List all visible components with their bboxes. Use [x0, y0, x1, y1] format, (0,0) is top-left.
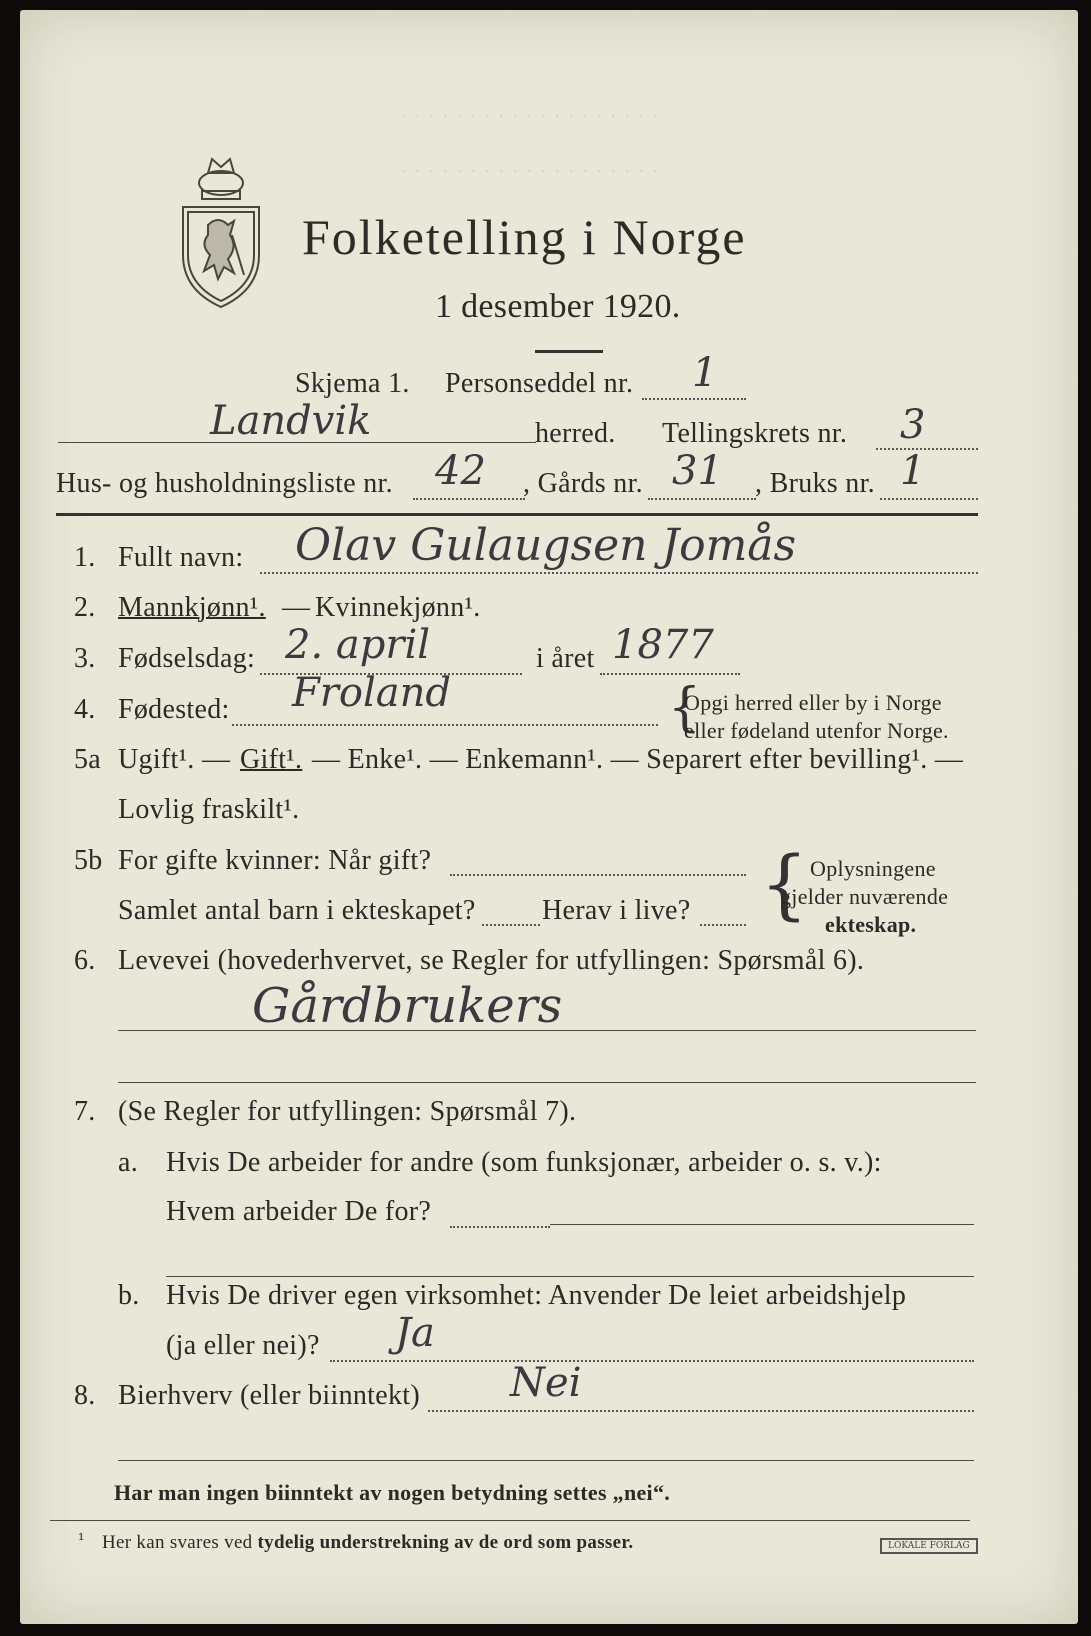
- q4-number: 4.: [74, 694, 96, 725]
- q6-number: 6.: [74, 945, 96, 976]
- side-income-value[interactable]: Nei: [510, 1360, 582, 1406]
- q5b-note-line3: ekteskap.: [825, 912, 917, 937]
- hired-help-value[interactable]: Ja: [395, 1310, 435, 1356]
- personseddel-line: [642, 398, 746, 400]
- footnote-text-plain: Her kan svares ved: [102, 1532, 253, 1553]
- status-fraskilt-option[interactable]: Lovlig fraskilt¹.: [118, 794, 300, 825]
- birthday-value[interactable]: 2. april: [285, 622, 431, 668]
- q7b-yes-no-label: (ja eller nei)?: [166, 1330, 320, 1361]
- married-when-line: [450, 874, 746, 876]
- q4-brace: {: [668, 678, 702, 738]
- status-other-options[interactable]: — Enke¹. — Enkemann¹. — Separert efter bevilling¹. —: [312, 744, 964, 775]
- gards-value[interactable]: 31: [672, 448, 723, 494]
- q4-note-line1: Opgi herred eller by i Norge: [684, 690, 942, 715]
- title-divider: [535, 350, 603, 353]
- husholdningsliste-line: [413, 498, 525, 500]
- q5b-note-line2: gjelder nuværende: [780, 884, 949, 909]
- q4-label: Fødested:: [118, 694, 230, 725]
- q6-label: Levevei (hovederhvervet, se Regler for utfyllingen: Spørsmål 6).: [118, 945, 865, 976]
- q7-label: (Se Regler for utfyllingen: Spørsmål 7).: [118, 1096, 577, 1127]
- bruks-value[interactable]: 1: [900, 448, 926, 494]
- employer-dotted-line: [450, 1226, 550, 1228]
- status-ugift-option[interactable]: Ugift¹.: [118, 744, 195, 775]
- q5b-number: 5b: [74, 845, 103, 876]
- employer-line-2: [166, 1276, 974, 1277]
- gender-separator: —: [282, 592, 311, 623]
- birth-year-value[interactable]: 1877: [612, 622, 714, 668]
- tellingskrets-value[interactable]: 3: [900, 402, 926, 448]
- status-separator: —: [202, 744, 231, 775]
- q5b-brace: {: [760, 839, 809, 928]
- gards-line: [648, 498, 756, 500]
- q7a-number: a.: [118, 1147, 139, 1178]
- employer-line: [550, 1224, 974, 1225]
- tellingskrets-label: Tellingskrets nr.: [662, 418, 848, 449]
- form-title: Folketelling i Norge: [302, 209, 747, 265]
- hired-help-line: [330, 1360, 974, 1362]
- q3-number: 3.: [74, 643, 96, 674]
- footnote-text-bold: tydelig understrekning av de ord som passer.: [257, 1532, 634, 1553]
- q5b-alive-label: Herav i live?: [542, 895, 691, 926]
- status-gift-option[interactable]: Gift¹.: [240, 744, 303, 775]
- alive-line: [700, 924, 746, 926]
- coat-of-arms-icon: [178, 155, 264, 319]
- year-label: i året: [536, 643, 595, 674]
- q5b-note-line1: Oplysningene: [810, 856, 936, 881]
- tellingskrets-line: [876, 448, 978, 450]
- occupation-line-2: [118, 1082, 976, 1083]
- husholdningsliste-label: Hus- og husholdningsliste nr.: [56, 468, 393, 499]
- side-income-line-2: [118, 1460, 974, 1461]
- bottom-note: Har man ingen biinntekt av nogen betydning settes „nei“.: [114, 1480, 671, 1505]
- personseddel-label: Personseddel nr.: [445, 368, 634, 399]
- birthplace-line: [232, 724, 658, 726]
- census-form-page: [20, 10, 1078, 1624]
- occupation-value[interactable]: Gårdbrukers: [252, 978, 563, 1034]
- gards-label: , Gårds nr.: [523, 468, 643, 499]
- q1-line: [260, 572, 978, 574]
- q8-label: Bierhverv (eller biinntekt): [118, 1380, 420, 1411]
- herred-value[interactable]: Landvik: [210, 398, 372, 444]
- q7b-question: Hvis De driver egen virksomhet: Anvender De leiet arbeidshjelp: [166, 1280, 907, 1311]
- birthplace-value[interactable]: Froland: [292, 670, 451, 716]
- q7a-question: Hvis De arbeider for andre (som funksjonær, arbeider o. s. v.):: [166, 1147, 882, 1178]
- q1-label: Fullt navn:: [118, 542, 244, 573]
- footnote-mark: ¹: [78, 1530, 85, 1549]
- footnote-text: [102, 1532, 633, 1554]
- q1-number: 1.: [74, 542, 96, 573]
- personseddel-value[interactable]: 1: [692, 350, 718, 396]
- printer-stamp: LOKALE FORLAG: [880, 1538, 978, 1554]
- q2-number: 2.: [74, 592, 96, 623]
- q5b-married-when-label: For gifte kvinner: Når gift?: [118, 845, 432, 876]
- q7a-employer-label: Hvem arbeider De for?: [166, 1196, 432, 1227]
- form-date: 1 desember 1920.: [435, 288, 681, 325]
- q5a-number: 5a: [74, 744, 102, 775]
- bruks-label: , Bruks nr.: [755, 468, 875, 499]
- bruks-line: [880, 498, 978, 500]
- q7b-number: b.: [118, 1280, 140, 1311]
- skjema-label: Skjema 1.: [295, 368, 410, 399]
- q5b-children-label: Samlet antal barn i ekteskapet?: [118, 895, 476, 926]
- gender-male-option[interactable]: Mannkjønn¹.: [118, 592, 266, 623]
- bleed-through-text: · · · · · · · · · · · · · · · · · · ·: [400, 105, 659, 130]
- herred-label: herred.: [535, 418, 616, 449]
- footnote-divider: [50, 1520, 970, 1521]
- children-line: [482, 924, 540, 926]
- q8-number: 8.: [74, 1380, 96, 1411]
- gender-female-option[interactable]: Kvinnekjønn¹.: [315, 592, 481, 623]
- year-line: [600, 673, 740, 675]
- occupation-line: [118, 1030, 976, 1031]
- husholdningsliste-value[interactable]: 42: [435, 448, 486, 494]
- bleed-through-text: · · · · · · · · · · · · · · · · · · ·: [400, 160, 659, 185]
- side-income-line: [428, 1410, 974, 1412]
- full-name-value[interactable]: Olav Gulaugsen Jomås: [295, 520, 797, 571]
- header-divider: [56, 513, 978, 516]
- q7-number: 7.: [74, 1096, 96, 1127]
- q4-note-line2: eller fødeland utenfor Norge.: [684, 718, 949, 743]
- q3-label: Fødselsdag:: [118, 643, 256, 674]
